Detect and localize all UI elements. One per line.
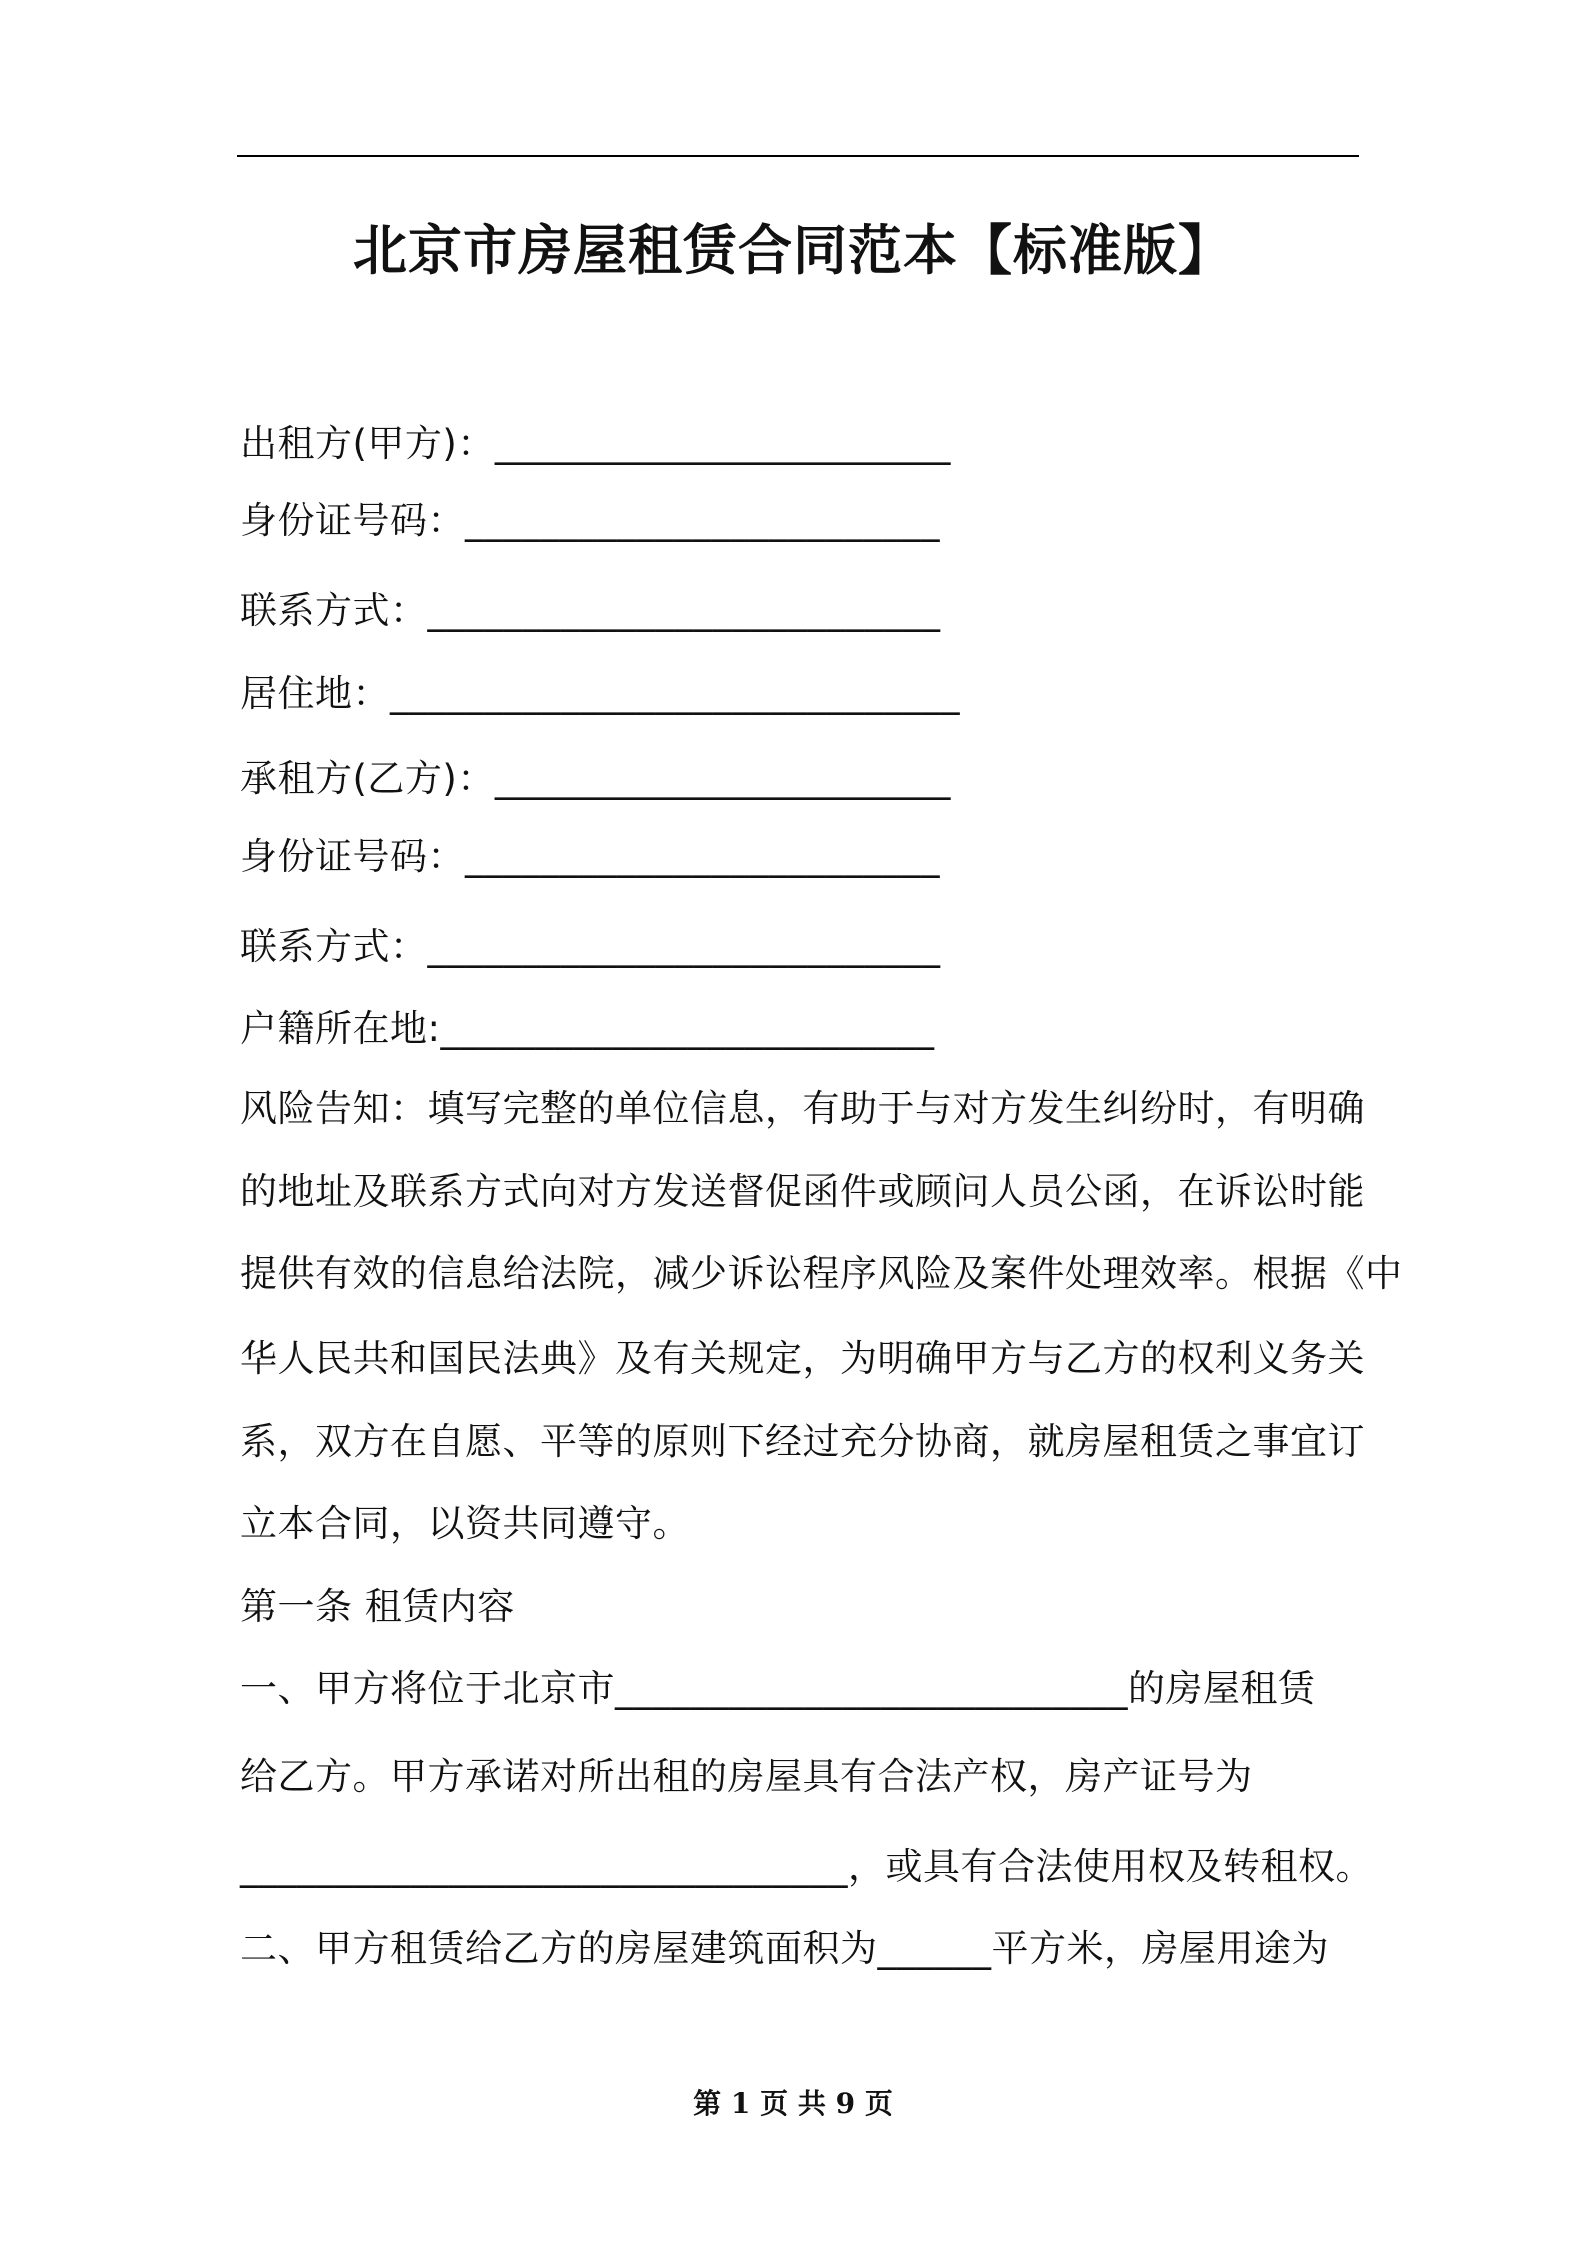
- risk-notice-line-4: 华人民共和国民法典》及有关规定，为明确甲方与乙方的权利义务关: [240, 1337, 1365, 1380]
- risk-notice-line-5: 系，双方在自愿、平等的原则下经过充分协商，就房屋租赁之事宜订: [240, 1420, 1365, 1463]
- lessee-household-line: 户籍所在地:__________________________: [240, 1007, 935, 1050]
- clause-1-line-3: ________________________________，或具有合法使用权及转租权。: [240, 1845, 1373, 1888]
- lessee-name-line: 承租方(乙方)：________________________: [240, 757, 951, 800]
- risk-notice-line-2: 的地址及联系方式向对方发送督促函件或顾问人员公函，在诉讼时能: [240, 1170, 1365, 1213]
- lessor-residence-line: 居住地：______________________________: [240, 672, 960, 715]
- lessor-contact-line: 联系方式：___________________________: [240, 589, 941, 632]
- clause-1-line-2: 给乙方。甲方承诺对所出租的房屋具有合法产权，房产证号为: [240, 1755, 1253, 1798]
- document-title: 北京市房屋租赁合同范本【标准版】: [353, 219, 1233, 282]
- header-rule: [237, 155, 1359, 157]
- lessee-contact-line: 联系方式：___________________________: [240, 925, 941, 968]
- lessor-id-line: 身份证号码：_________________________: [240, 499, 940, 542]
- risk-notice-line-1: 风险告知：填写完整的单位信息，有助于与对方发生纠纷时，有明确: [240, 1087, 1365, 1130]
- lessee-id-line: 身份证号码：_________________________: [240, 835, 940, 878]
- risk-notice-line-3: 提供有效的信息给法院，减少诉讼程序风险及案件处理效率。根据《中: [240, 1252, 1403, 1295]
- risk-notice-line-6: 立本合同，以资共同遵守。: [240, 1502, 690, 1545]
- article-1-heading: 第一条 租赁内容: [240, 1585, 515, 1628]
- clause-1-line-1: 一、甲方将位于北京市___________________________的房屋租赁: [240, 1667, 1316, 1710]
- clause-2-line-1: 二、甲方租赁给乙方的房屋建筑面积为______平方米，房屋用途为: [240, 1927, 1329, 1970]
- page-number: 第 1 页 共 9 页: [693, 2087, 893, 2120]
- lessor-name-line: 出租方(甲方)：________________________: [240, 422, 951, 465]
